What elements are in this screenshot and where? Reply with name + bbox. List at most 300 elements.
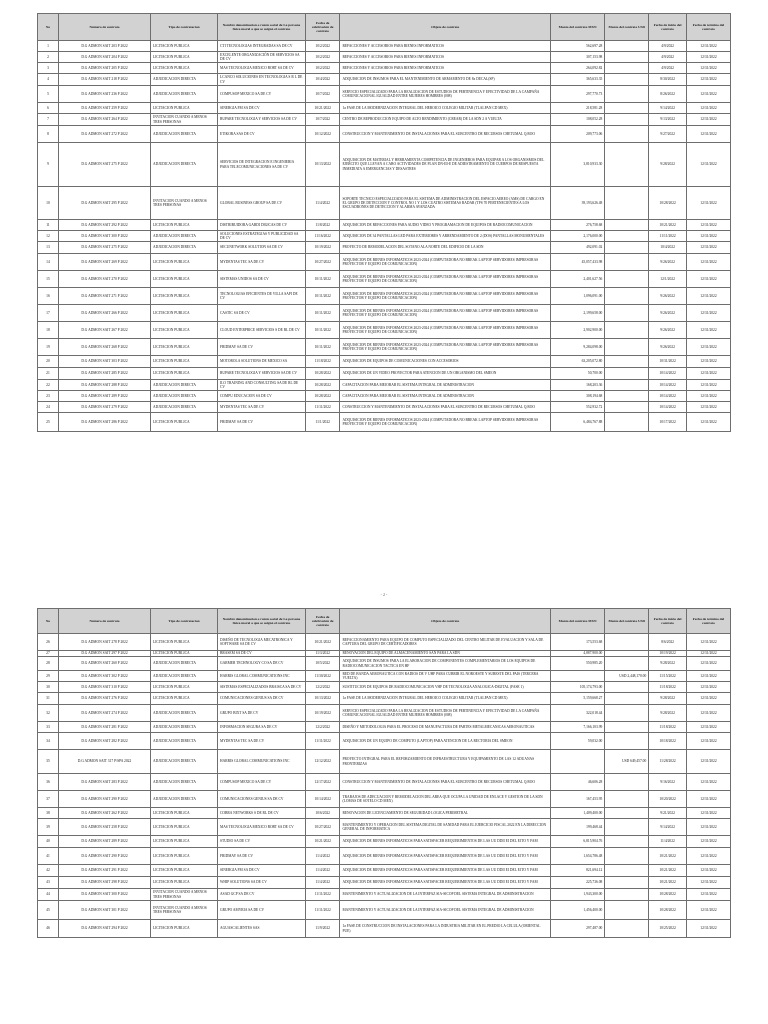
- cell-contract-type: LICITACION PUBLICA: [151, 305, 218, 322]
- cell-end-date: 12/31/2022: [686, 114, 730, 126]
- cell-awardee-name: INFORMACION SEGURA SA DE CV: [218, 722, 306, 733]
- cell-contract-type: ADJUDICACION DIRECTA: [151, 791, 218, 808]
- cell-contract-number: D.G ADMON SAIT 317 P/SPA 2022: [58, 750, 150, 774]
- cell-start-date: 10/21/2022: [649, 877, 687, 889]
- cell-awardee-name: STUDIO SA DE CV: [218, 836, 306, 848]
- table-row: [38, 877, 731, 889]
- cell-start-date: 10/28/2022: [649, 187, 687, 220]
- cell-start-date: 10/14/2022: [649, 402, 687, 413]
- cell-contract-number: D.G ADMON SAIT 260 P 2022: [58, 657, 150, 671]
- cell-contract-object: CAPACITACION PARA MEJORAR EL SISTEMA INTEGRAL DE ADMINISTRACION: [340, 380, 550, 391]
- cell-amount-mxn: 199,468.44: [550, 819, 604, 836]
- cell-amount-usd: [605, 657, 649, 671]
- cell-celebration-date: 10/4/2022: [305, 74, 340, 86]
- cell-amount-mxn: 168,203.36: [550, 380, 604, 391]
- cell-contract-type: LICITACION PUBLICA: [151, 877, 218, 889]
- cell-contract-object: CENTRO DE REPRODUCCION EQUIPO DE ALTO RENDIMIENTO (CREAR) DE LA SDN 2 A VUELTA: [340, 114, 550, 126]
- table-row: [38, 143, 731, 187]
- cell-contract-object: ADQUISICION DE UN VIDEO PROYECTOR PARA ATENCION DE UN ORGANISMO DEL SMEON: [340, 368, 550, 380]
- cell-amount-usd: [605, 52, 649, 63]
- cell-end-date: 12/31/2022: [686, 74, 730, 86]
- cell-contract-object: SOPORTE TECNICO ESPECIALIZADO PARA EL SISTEMA DE ADMINISTRACION DEL ESPACIO AEREO (AMS) DE CARGO EN EL GRUPO DE DETECCION Y CONTROL NO 1 Y LOS CUATRO SISTEMAS RADAR (TPS 70 PERTENECIENTES A LOS ESCUADRONES DE DETECCION Y ALARMA AVANZADA: [340, 187, 550, 220]
- table-row: [38, 750, 731, 774]
- cell-amount-usd: [605, 41, 649, 52]
- cell-start-date: 10/19/2022: [649, 651, 687, 657]
- cell-end-date: 12/31/2022: [686, 836, 730, 848]
- cell-amount-mxn: 63,205,072.80: [550, 356, 604, 368]
- cell-row-number: 9: [38, 143, 59, 187]
- cell-contract-object: 1a FASE DE LA MODERNIZACION INTEGRAL DEL HEROICO COLEGIO MILITAR (TLALPAN CD MEX): [340, 693, 550, 705]
- cell-amount-usd: [605, 722, 649, 733]
- cell-celebration-date: 10/27/2022: [305, 819, 340, 836]
- cell-celebration-date: 10/14/2022: [305, 791, 340, 808]
- cell-contract-object: ADQUISICION DE BIENES INFORMATICOS 2023-2024 (COMPUTADORA NO BREAK LAPTOP SERVIDORES IMPRESORAS PROYECTOR Y EQUIPO DE COMUNICACION): [340, 288, 550, 305]
- cell-end-date: 12/31/2022: [686, 254, 730, 271]
- cell-amount-mxn: 1,096,091.00: [550, 288, 604, 305]
- cell-awardee-name: COMPUSOP MEXICO SA DE CV: [218, 774, 306, 791]
- cell-contract-type: ADJUDICACION DIRECTA: [151, 126, 218, 143]
- cell-start-date: 10/17/2022: [649, 413, 687, 432]
- header-amount-usd: Monto del contrato USD: [605, 14, 649, 41]
- cell-row-number: 7: [38, 114, 59, 126]
- cell-contract-object: ADQUISICION DE BIENES INFORMATICOS PARA SATISFACER REQUERIMIENTOS DE LAS UU DDII EI DEL EJTO Y FAM: [340, 877, 550, 889]
- cell-row-number: 25: [38, 413, 59, 432]
- cell-contract-number: D.G ADMON SAIT 258 P 2022: [58, 819, 150, 836]
- table-row: [38, 808, 731, 819]
- cell-contract-object: CONSTRUCCION Y MANTENIMIENTO DE INSTALACIONES PARA EL SUBCENTRO DE RECURSOS CHETUMAL Q.ROO: [340, 126, 550, 143]
- cell-start-date: 11/18/2022: [649, 722, 687, 733]
- table-row: [38, 819, 731, 836]
- cell-row-number: 33: [38, 722, 59, 733]
- cell-contract-object: PROYECTO INTEGRAL PARA EL REFORZAMIENTO DE INFRAESTRUCTURA Y EQUIPAMIENTO DE LAS 12 ADUANAS FRONTERIZAS: [340, 750, 550, 774]
- cell-awardee-name: ASAD GCP SA DE CV: [218, 889, 306, 901]
- cell-amount-usd: [605, 634, 649, 651]
- cell-celebration-date: 10/11/2022: [305, 271, 340, 288]
- cell-amount-mxn: 322,018.44: [550, 705, 604, 722]
- cell-start-date: 10/25/2022: [649, 920, 687, 938]
- cell-row-number: 46: [38, 920, 59, 938]
- cell-end-date: 12/31/2022: [686, 682, 730, 693]
- cell-amount-mxn: 308,194.68: [550, 391, 604, 402]
- cell-awardee-name: SISTEMAS ESPECIALIZADOS BRAISCA SA DE CV: [218, 682, 306, 693]
- cell-awardee-name: COMUNICACIONES GENIUS SA DE CV: [218, 791, 306, 808]
- cell-celebration-date: 10/5/2022: [305, 657, 340, 671]
- cell-contract-number: D.G ADMON SAIT 278 P 2022: [58, 634, 150, 651]
- cell-awardee-name: CTI TECNOLOGIAS INTEGRADAS SA DE CV: [218, 41, 306, 52]
- cell-row-number: 23: [38, 391, 59, 402]
- cell-celebration-date: 10/11/2022: [305, 322, 340, 339]
- cell-amount-mxn: 307,153.98: [550, 52, 604, 63]
- table-row: [38, 52, 731, 63]
- cell-contract-type: ADJUDICACION DIRECTA: [151, 86, 218, 103]
- cell-start-date: 10/20/2022: [649, 791, 687, 808]
- cell-contract-number: D.G ADMON SAIT 269 P 2022: [58, 254, 150, 271]
- cell-contract-number: D.G ADMON SAIT 288 P 2022: [58, 380, 150, 391]
- cell-contract-object: ADQUISICION DE REFACCIONES PARA AUDIO VIDEO Y PROGRAMACION DE EQUIPOS DE RADIOCOMUNICACION: [340, 220, 550, 231]
- cell-celebration-date: 11/11/2022: [305, 889, 340, 901]
- cell-celebration-date: 10/28/2022: [305, 368, 340, 380]
- cell-amount-usd: [605, 220, 649, 231]
- cell-amount-usd: [605, 774, 649, 791]
- cell-celebration-date: 10/13/2022: [305, 143, 340, 187]
- cell-contract-type: INVITACION CUANDO A MENOS TRES PERSONAS: [151, 187, 218, 220]
- table-row: [38, 288, 731, 305]
- cell-row-number: 15: [38, 271, 59, 288]
- table-row: [38, 791, 731, 808]
- cell-celebration-date: 11/1/2022: [305, 413, 340, 432]
- cell-contract-type: LICITACION PUBLICA: [151, 339, 218, 356]
- cell-end-date: 12/31/2022: [686, 901, 730, 920]
- cell-amount-mxn: 821,694.12: [550, 865, 604, 877]
- cell-celebration-date: 10/21/2022: [305, 836, 340, 848]
- table-row: [38, 705, 731, 722]
- contracts-table: [37, 13, 731, 432]
- cell-end-date: 12/31/2022: [686, 774, 730, 791]
- cell-amount-usd: [605, 733, 649, 750]
- cell-contract-type: LICITACION PUBLICA: [151, 682, 218, 693]
- cell-contract-object: ADQUISICION DE BIENES INFORMATICOS 2023-2024 (COMPUTADORA NO BREAK LAPTOP SERVIDORES IMPRESORAS PROYECTOR Y EQUIPO DE COMUNICACION): [340, 339, 550, 356]
- table-row: [38, 271, 731, 288]
- cell-awardee-name: COMPUSOP MEXICO SA DE CV: [218, 86, 306, 103]
- cell-awardee-name: WHIP SOLUTIONS SA DE CV: [218, 877, 306, 889]
- cell-amount-mxn: 45,057,433.98: [550, 254, 604, 271]
- table-row: [38, 242, 731, 254]
- cell-contract-number: D.G ADMON SAIT 276 P 2022: [58, 693, 150, 705]
- cell-contract-object: CAPACITACION PARA MEJORAR EL SISTEMA INTEGRAL DE ADMINISTRACION: [340, 391, 550, 402]
- header-no: No: [38, 609, 59, 634]
- table-row: [38, 413, 731, 432]
- cell-end-date: 12/31/2022: [686, 187, 730, 220]
- cell-awardee-name: SISTEMAS UNIDOS SA DE CV: [218, 271, 306, 288]
- cell-contract-object: ADQUISICION DE 34 PANTALLAS LED PARA EXTERIORES Y ARRENDAMIENTO DE 2 (DOS) PANTALLAS MONUMENTALES: [340, 231, 550, 242]
- cell-amount-usd: [605, 114, 649, 126]
- cell-awardee-name: EXCELENTE ORGANIZACIÓN DE SERVICIOS SA DE CV: [218, 52, 306, 63]
- cell-amount-usd: [605, 682, 649, 693]
- cell-amount-mxn: 6,484,767.88: [550, 413, 604, 432]
- cell-awardee-name: SINERGIA FM SA DE CV: [218, 865, 306, 877]
- cell-contract-type: ADJUDICACION DIRECTA: [151, 143, 218, 187]
- cell-start-date: 10/18/2022: [649, 733, 687, 750]
- cell-start-date: 9/21/2022: [649, 808, 687, 819]
- cell-amount-mxn: 276,758.68: [550, 220, 604, 231]
- cell-awardee-name: SECUNETWORK SOLUTION SA DE CV: [218, 242, 306, 254]
- cell-awardee-name: ILO TRAINING AND CONSULTING SA DE RL DE CV: [218, 380, 306, 391]
- cell-contract-type: LICITACION PUBLICA: [151, 920, 218, 938]
- table-row: [38, 74, 731, 86]
- cell-amount-mxn: 297,487.00: [550, 920, 604, 938]
- header-no: No: [38, 14, 59, 41]
- cell-amount-usd: [605, 877, 649, 889]
- cell-start-date: 10/28/2022: [649, 901, 687, 920]
- cell-end-date: 12/31/2022: [686, 848, 730, 865]
- cell-awardee-name: SOLUCIONES ESTRATEGIAS Y PUBLICIDAD SA DE CV: [218, 231, 306, 242]
- cell-start-date: 9/28/2022: [649, 693, 687, 705]
- cell-contract-number: D.G ADMON SAIT 300 P 2022: [58, 231, 150, 242]
- cell-awardee-name: MYDENTAS TEC SA DE CV: [218, 402, 306, 413]
- contracts-table-page-2: [37, 608, 731, 938]
- table-row: [38, 231, 731, 242]
- table-row: [38, 865, 731, 877]
- cell-contract-object: CONSTRUCCION Y MANTENIMIENTO DE INSTALACIONES PARA EL SUBCENTRO DE RECURSOS CHETUMAL Q.ROO: [340, 402, 550, 413]
- table-row: [38, 380, 731, 391]
- cell-contract-object: DISEÑO Y METODOLOGIA PARA EL PROCESO DE MANUFACTURA DE PARTES METALMECANICAS AERONAUTICAS: [340, 722, 550, 733]
- cell-contract-object: CONSTRUCCION Y MANTENIMIENTO DE INSTALACIONES PARA EL SUBCENTRO DE RECURSOS CHETUMAL Q.ROO: [340, 774, 550, 791]
- cell-row-number: 12: [38, 231, 59, 242]
- cell-celebration-date: 10/19/2022: [305, 705, 340, 722]
- cell-contract-object: SERVICIO ESPECIALIZADO PARA LA REALIZACION DE ESTUDIOS DE PERTINENCIA Y EFECTIVIDAD DE LA CAMPAÑA COMUNICACIONAL IGUALDAD ENTRE MUJERES HOMBRES (008): [340, 705, 550, 722]
- cell-contract-number: D.G ADMON SAIT 297 P 2022: [58, 651, 150, 657]
- cell-end-date: 12/31/2022: [686, 865, 730, 877]
- cell-contract-number: D.G ADMON SAIT 274 P 2022: [58, 705, 150, 722]
- cell-contract-type: LICITACION PUBLICA: [151, 271, 218, 288]
- cell-contract-number: D.G ADMON SAIT 292 P 2022: [58, 220, 150, 231]
- cell-row-number: 26: [38, 634, 59, 651]
- cell-contract-type: INVITACION CUANDO A MENOS TRES PERSONAS: [151, 114, 218, 126]
- cell-contract-type: LICITACION PUBLICA: [151, 819, 218, 836]
- cell-start-date: 9/13/2022: [649, 114, 687, 126]
- table-row: [38, 41, 731, 52]
- table-row: [38, 402, 731, 413]
- cell-awardee-name: MAS TECNOLOGIA MEXICO BORT SA DE CV: [218, 819, 306, 836]
- cell-contract-number: D.G ADMON SAIT 301 P 2022: [58, 901, 150, 920]
- cell-end-date: 12/31/2022: [686, 634, 730, 651]
- table-header-row: [38, 14, 731, 41]
- header-contract-object: Objeto de contrato: [340, 14, 550, 41]
- cell-start-date: 10/21/2022: [649, 865, 687, 877]
- cell-amount-mxn: 492,091.02: [550, 242, 604, 254]
- cell-amount-usd: [605, 865, 649, 877]
- header-end-date: Fecha de termino del contrato: [686, 14, 730, 41]
- cell-end-date: 12/31/2022: [686, 52, 730, 63]
- cell-end-date: 12/31/2022: [686, 750, 730, 774]
- cell-contract-type: ADJUDICACION DIRECTA: [151, 74, 218, 86]
- cell-contract-object: ADQUISICION DE BIENES INFORMATICOS PARA SATISFACER REQUERIMIENTOS DE LAS UU DDII EI DEL EJTO Y FAM: [340, 865, 550, 877]
- cell-awardee-name: COMUNICACIONES GENIUS SA DE CV: [218, 693, 306, 705]
- cell-amount-usd: [605, 889, 649, 901]
- cell-celebration-date: 11/18/2022: [305, 356, 340, 368]
- cell-contract-number: D.G ADMON SAIT 294 P 2022: [58, 920, 150, 938]
- cell-end-date: 12/31/2022: [686, 103, 730, 114]
- cell-contract-number: D.G ADMON SAIT 279 P 2022: [58, 402, 150, 413]
- cell-celebration-date: 11/4/2022: [305, 877, 340, 889]
- cell-amount-usd: USD 2,448,170.00: [605, 671, 649, 682]
- cell-amount-usd: [605, 356, 649, 368]
- cell-row-number: 30: [38, 682, 59, 693]
- header-contract-object: Objeto de contrato: [340, 609, 550, 634]
- header-contract-number: Numero de contrato: [58, 14, 150, 41]
- cell-amount-mxn: 1,456,400.00: [550, 901, 604, 920]
- cell-contract-number: D.G ADMON SAIT 236 P 2022: [58, 86, 150, 103]
- table-row: [38, 657, 731, 671]
- cell-start-date: 10/21/2022: [649, 848, 687, 865]
- cell-contract-number: D.G ADMON SAIT 205 P 2022: [58, 63, 150, 74]
- cell-amount-mxn: 7,166,103.99: [550, 722, 604, 733]
- table-header-row: [38, 609, 731, 634]
- cell-awardee-name: AGUASCALIENTES SAS: [218, 920, 306, 938]
- cell-celebration-date: 11/16/2022: [305, 231, 340, 242]
- table-body: [38, 634, 731, 938]
- cell-celebration-date: 10/12/2022: [305, 126, 340, 143]
- cell-awardee-name: FRIDMAY SA DE CV: [218, 413, 306, 432]
- cell-contract-object: ADQUISICION DE BIENES INFORMATICOS 2023-2024 (COMPUTADORA NO BREAK LAPTOP SERVIDORES IMPRESORAS PROYECTOR Y EQUIPO DE COMUNICACION): [340, 254, 550, 271]
- cell-contract-type: ADJUDICACION DIRECTA: [151, 242, 218, 254]
- cell-end-date: 12/31/2022: [686, 889, 730, 901]
- cell-celebration-date: 10/21/2022: [305, 103, 340, 114]
- cell-amount-mxn: 173,553.68: [550, 634, 604, 651]
- table-row: [38, 305, 731, 322]
- cell-end-date: 12/31/2022: [686, 41, 730, 52]
- page-number: - 2 -: [380, 592, 388, 597]
- header-celebration-date: Fecha de celebración de contrato: [305, 609, 340, 634]
- cell-start-date: 9/14/2022: [649, 819, 687, 836]
- cell-celebration-date: 10/7/2022: [305, 114, 340, 126]
- cell-awardee-name: HARRIS GLOBAL COMMUNICATIONS INC: [218, 750, 306, 774]
- cell-row-number: 31: [38, 693, 59, 705]
- cell-start-date: 11/15/2022: [649, 671, 687, 682]
- cell-contract-number: D.G ADMON SAIT 204 P 2022: [58, 52, 150, 63]
- cell-start-date: 9/28/2022: [649, 143, 687, 187]
- table-row: [38, 114, 731, 126]
- cell-contract-object: ADQUISICION DE BIENES INFORMATICOS PARA SATISFACER REQUERIMIENTOS DE LAS UU DDII EI DEL EJTO Y FAM: [340, 836, 550, 848]
- cell-awardee-name: BRASEM SA DE CV: [218, 651, 306, 657]
- cell-contract-object: MANTENIMIENTO Y ACTUALIZACION DE LA INTERFAZ SIA-SICOP DEL SISTEMA INTEGRAL DE ADMINISTRACION: [340, 889, 550, 901]
- cell-contract-number: D.G ADMON SAIT 203 P 2022: [58, 41, 150, 52]
- cell-contract-type: LICITACION PUBLICA: [151, 41, 218, 52]
- cell-contract-number: D.G ADMON SAIT 283 P 2022: [58, 774, 150, 791]
- table-body: [38, 41, 731, 432]
- cell-start-date: 9/26/2022: [649, 288, 687, 305]
- cell-row-number: 32: [38, 705, 59, 722]
- cell-contract-number: D.G ADMON SAIT 275 P 2022: [58, 242, 150, 254]
- cell-contract-number: D.G ADMON SAIT 271 P 2022: [58, 288, 150, 305]
- cell-awardee-name: RUPARE TECNOLOGIA Y SERVICIOS SA DE CV: [218, 368, 306, 380]
- cell-amount-mxn: 6,815,904.76: [550, 836, 604, 848]
- cell-amount-mxn: 3,810,933.30: [550, 143, 604, 187]
- cell-amount-usd: [605, 143, 649, 187]
- cell-amount-mxn: 50,700.00: [550, 368, 604, 380]
- cell-amount-mxn: 1,409,400.00: [550, 808, 604, 819]
- cell-awardee-name: CLOUD ENTERPRICE SERVICIOS S DE RL DE CV: [218, 322, 306, 339]
- cell-amount-mxn: 264,092.82: [550, 63, 604, 74]
- cell-row-number: 28: [38, 657, 59, 671]
- cell-awardee-name: HARRIS GLOBAL COMMUNICATIONS INC: [218, 671, 306, 682]
- cell-amount-usd: [605, 413, 649, 432]
- cell-end-date: 12/31/2022: [686, 651, 730, 657]
- cell-start-date: 9/26/2022: [649, 339, 687, 356]
- cell-start-date: 10/4/2022: [649, 242, 687, 254]
- cell-contract-object: RENOVACION DEL EQUIPO DE ALMACENAMIENTO SAN PARA LA SDN: [340, 651, 550, 657]
- table-row: [38, 733, 731, 750]
- cell-amount-mxn: 46,606.28: [550, 774, 604, 791]
- cell-celebration-date: 10/19/2022: [305, 242, 340, 254]
- cell-contract-number: D.G ADMON SAIT 264 P 2022: [58, 114, 150, 126]
- cell-contract-number: D.G ADMON SAIT 281 P 2022: [58, 722, 150, 733]
- cell-contract-number: D.G ADMON SAIT 298 P 2022: [58, 877, 150, 889]
- cell-contract-object: ADQUISICION DE BIENES INFORMATICOS 2023-2024 (COMPUTADORA NO BREAK LAPTOP SERVIDORES IMPRESORAS PROYECTOR Y EQUIPO DE COMUNICACION): [340, 322, 550, 339]
- cell-awardee-name: MOTOROLA SOLUTIONS DE MEXICO SA: [218, 356, 306, 368]
- cell-contract-object: 1a FASE DE CONSTRUCCION DE INSTALACIONES PARA LA INDUSTRIA MILITAR EN EL PREDIO LA CELULA (ORIENTAL PUE): [340, 920, 550, 938]
- cell-start-date: 8/30/2022: [649, 74, 687, 86]
- cell-contract-type: LICITACION PUBLICA: [151, 865, 218, 877]
- cell-contract-object: ADQUISICION DE EQUIPOS DE COMUNICACIONES CON ACCESORIOS: [340, 356, 550, 368]
- cell-start-date: 12/1/2022: [649, 271, 687, 288]
- cell-contract-object: PROYECTO DE REMODELACION DEL SOTANO ALA NORTE DEL EDIFICIO DE LA SDN: [340, 242, 550, 254]
- cell-end-date: 12/31/2022: [686, 143, 730, 187]
- header-start-date: Fecha de inicio del contrato: [649, 14, 687, 41]
- cell-row-number: 13: [38, 242, 59, 254]
- cell-amount-usd: [605, 819, 649, 836]
- cell-contract-number: D.G ADMON SAIT 268 P 2022: [58, 339, 150, 356]
- cell-celebration-date: 10/2/2022: [305, 52, 340, 63]
- cell-contract-type: LICITACION PUBLICA: [151, 254, 218, 271]
- cell-end-date: 12/31/2022: [686, 791, 730, 808]
- cell-amount-mxn: 2,401,627.56: [550, 271, 604, 288]
- cell-contract-number: D.G ADMON SAIT 282 P 2022: [58, 733, 150, 750]
- cell-end-date: 12/31/2022: [686, 877, 730, 889]
- cell-row-number: 21: [38, 368, 59, 380]
- cell-celebration-date: 10/28/2022: [305, 380, 340, 391]
- cell-row-number: 34: [38, 733, 59, 750]
- table-row: [38, 682, 731, 693]
- cell-contract-type: LICITACION PUBLICA: [151, 848, 218, 865]
- cell-awardee-name: RUPARE TECNOLOGIA Y SERVICIOS SA DE CV: [218, 114, 306, 126]
- cell-amount-mxn: 1,654,786.48: [550, 848, 604, 865]
- cell-row-number: 22: [38, 380, 59, 391]
- cell-amount-usd: [605, 126, 649, 143]
- cell-contract-object: RENOVACION DE LICENCIAMIENTO DE SEGURIDAD LOGICA PERIMETRAL: [340, 808, 550, 819]
- cell-row-number: 6: [38, 103, 59, 114]
- cell-amount-mxn: 2,902,900.00: [550, 322, 604, 339]
- table-row: [38, 368, 731, 380]
- cell-contract-object: REFACCIONES Y ACCESORIOS PARA BIENES INFORMATICOS: [340, 41, 550, 52]
- cell-row-number: 45: [38, 901, 59, 920]
- cell-row-number: 2: [38, 52, 59, 63]
- cell-amount-usd: [605, 836, 649, 848]
- cell-end-date: 12/31/2022: [686, 380, 730, 391]
- table-row: [38, 848, 731, 865]
- table-row: [38, 339, 731, 356]
- cell-amount-usd: [605, 380, 649, 391]
- cell-contract-type: ADJUDICACION DIRECTA: [151, 231, 218, 242]
- cell-end-date: 12/31/2022: [686, 657, 730, 671]
- cell-celebration-date: 11/8/2022: [305, 220, 340, 231]
- cell-amount-usd: [605, 705, 649, 722]
- cell-amount-usd: [605, 368, 649, 380]
- cell-celebration-date: 10/2/2022: [305, 41, 340, 52]
- cell-row-number: 18: [38, 322, 59, 339]
- cell-celebration-date: 11/11/2022: [305, 402, 340, 413]
- cell-awardee-name: MYDENTAS TEC SA DE CV: [218, 733, 306, 750]
- cell-amount-mxn: [550, 671, 604, 682]
- cell-celebration-date: 11/30/2022: [305, 671, 340, 682]
- cell-amount-usd: [605, 74, 649, 86]
- header-amount-mxn: Monto del contrato MXN: [550, 14, 604, 41]
- cell-awardee-name: DISEÑO DE TECNOLOGIA MECATRONICA Y SOFTWARE SA DE CV: [218, 634, 306, 651]
- cell-contract-type: ADJUDICACION DIRECTA: [151, 391, 218, 402]
- cell-awardee-name: GRUPO AMYRIA SA DE CV: [218, 901, 306, 920]
- cell-celebration-date: 11/3/2022: [305, 651, 340, 657]
- cell-amount-mxn: 225,736.08: [550, 877, 604, 889]
- cell-amount-mxn: 365,633.35: [550, 74, 604, 86]
- cell-end-date: 12/31/2022: [686, 413, 730, 432]
- cell-amount-usd: [605, 305, 649, 322]
- header-amount-usd: Monto del contrato USD: [605, 609, 649, 634]
- table-row: [38, 774, 731, 791]
- cell-amount-mxn: [550, 750, 604, 774]
- cell-contract-number: D.G ADMON SAIT 267 P 2022: [58, 322, 150, 339]
- cell-celebration-date: 10/13/2022: [305, 693, 340, 705]
- header-celebration-date: Fecha de celebración de contrato: [305, 14, 340, 41]
